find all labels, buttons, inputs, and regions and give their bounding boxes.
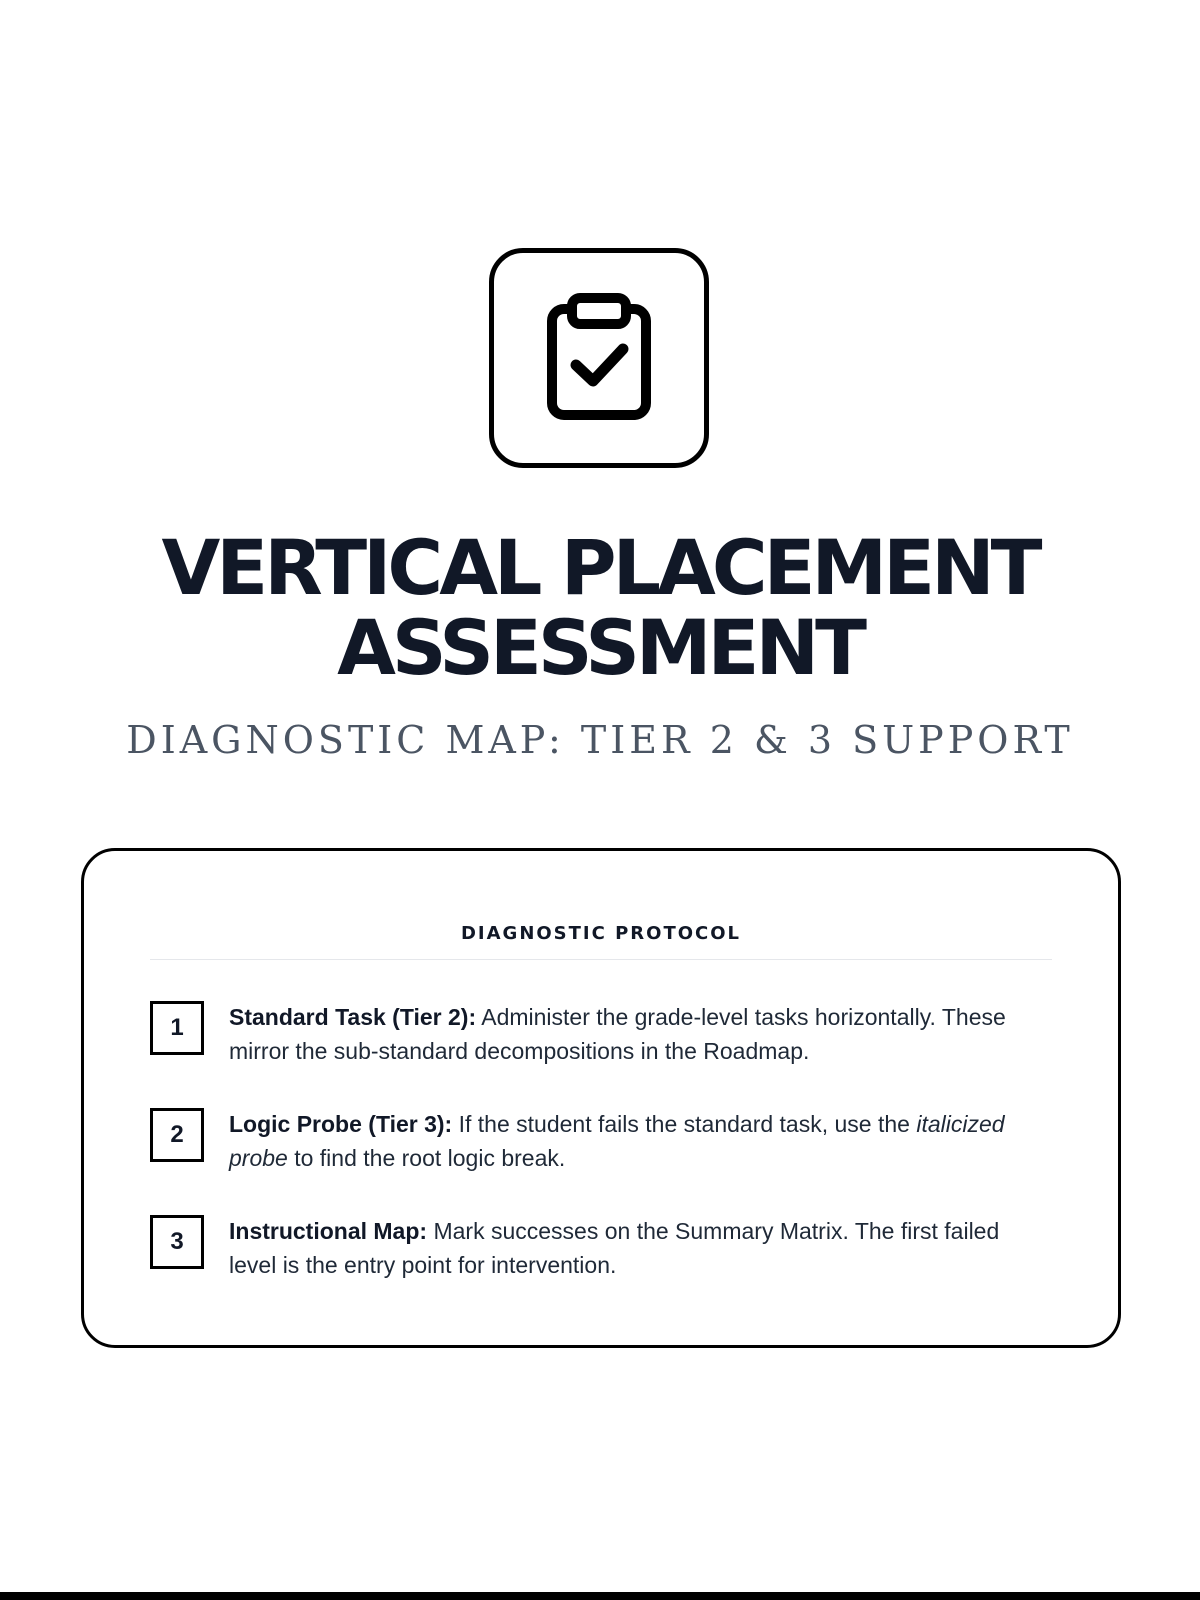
step-number-badge: 1 bbox=[150, 1001, 204, 1055]
title-line-1: VERTICAL PLACEMENT bbox=[161, 523, 1039, 612]
step-lead: Logic Probe (Tier 3): bbox=[229, 1111, 453, 1137]
page-title bbox=[0, 523, 1200, 692]
step-body-end: to find the root logic break. bbox=[287, 1145, 566, 1171]
clipboard-icon-frame bbox=[489, 248, 709, 468]
step-body: If the student fails the standard task, use the bbox=[452, 1111, 917, 1137]
bottom-edge-bar bbox=[0, 1592, 1200, 1600]
step-number-badge: 2 bbox=[150, 1108, 204, 1162]
page-subtitle: DIAGNOSTIC MAP: TIER 2 & 3 SUPPORT bbox=[126, 718, 1074, 762]
step-body: Mark successes on the Summary Matrix. The first failed level is the entry point for intervention. bbox=[229, 1218, 1000, 1278]
protocol-heading: DIAGNOSTIC PROTOCOL bbox=[460, 923, 742, 944]
protocol-step-2 bbox=[150, 1108, 1030, 1175]
step-lead: Standard Task (Tier 2): bbox=[229, 1004, 477, 1030]
protocol-step-3 bbox=[150, 1215, 1030, 1282]
divider bbox=[150, 959, 1052, 960]
step-text bbox=[229, 1107, 1030, 1175]
clipboard-check-icon bbox=[544, 293, 654, 423]
protocol-step-1 bbox=[150, 1001, 1030, 1068]
protocol-card bbox=[81, 848, 1121, 1348]
step-text bbox=[229, 1214, 1030, 1282]
step-number-badge: 3 bbox=[150, 1215, 204, 1269]
step-lead: Instructional Map: bbox=[229, 1218, 428, 1244]
step-text bbox=[229, 1000, 1030, 1068]
title-line-2: ASSESSMENT bbox=[337, 603, 863, 692]
step-italic-term: italicized probe bbox=[229, 1111, 1005, 1171]
step-body: Administer the grade-level tasks horizontally. These mirror the sub-standard decompositions in the Roadmap. bbox=[229, 1004, 1006, 1064]
